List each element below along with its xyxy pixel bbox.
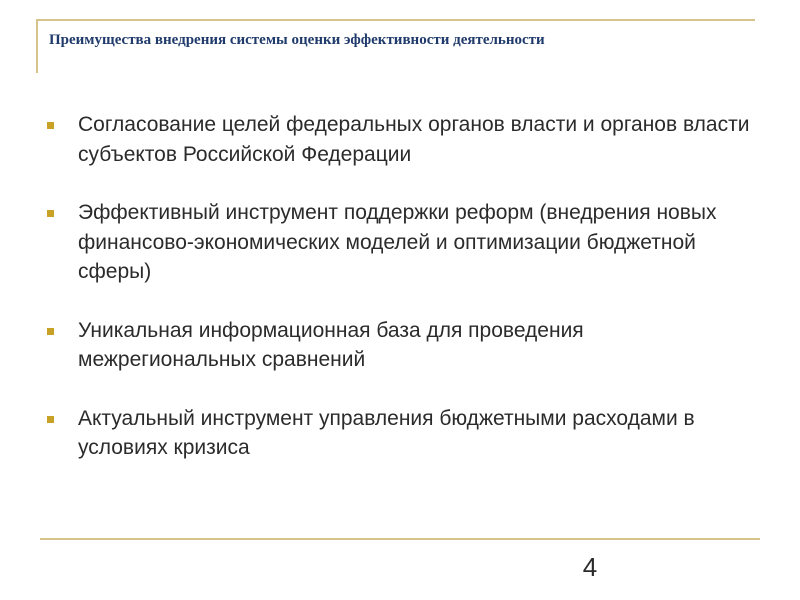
list-item	[40, 110, 760, 169]
page-number: 4	[582, 552, 598, 582]
bullet-text: Актуальный инструмент управления бюджетными расходами в условиях кризиса	[78, 406, 695, 459]
footer-divider	[40, 538, 760, 540]
square-bullet-icon	[47, 328, 54, 335]
list-item	[40, 198, 760, 287]
square-bullet-icon	[47, 210, 54, 217]
slide-title: Преимущества внедрения системы оценки эффективности деятельности	[49, 32, 545, 48]
list-item	[40, 316, 760, 375]
bullet-text: Согласование целей федеральных органов власти и органов власти субъектов Российской Федерации	[78, 113, 750, 166]
bullet-text: Эффективный инструмент поддержки реформ (внедрения новых финансово-экономических моделей и оптимизации бюджетной сферы)	[78, 201, 717, 283]
bullet-list	[40, 110, 760, 463]
square-bullet-icon	[47, 122, 54, 129]
title-frame-top-line	[36, 19, 755, 21]
title-frame-left-line	[36, 19, 38, 73]
list-item	[40, 404, 760, 463]
bullet-text: Уникальная информационная база для проведения межрегиональных сравнений	[78, 318, 584, 371]
square-bullet-icon	[47, 416, 54, 423]
